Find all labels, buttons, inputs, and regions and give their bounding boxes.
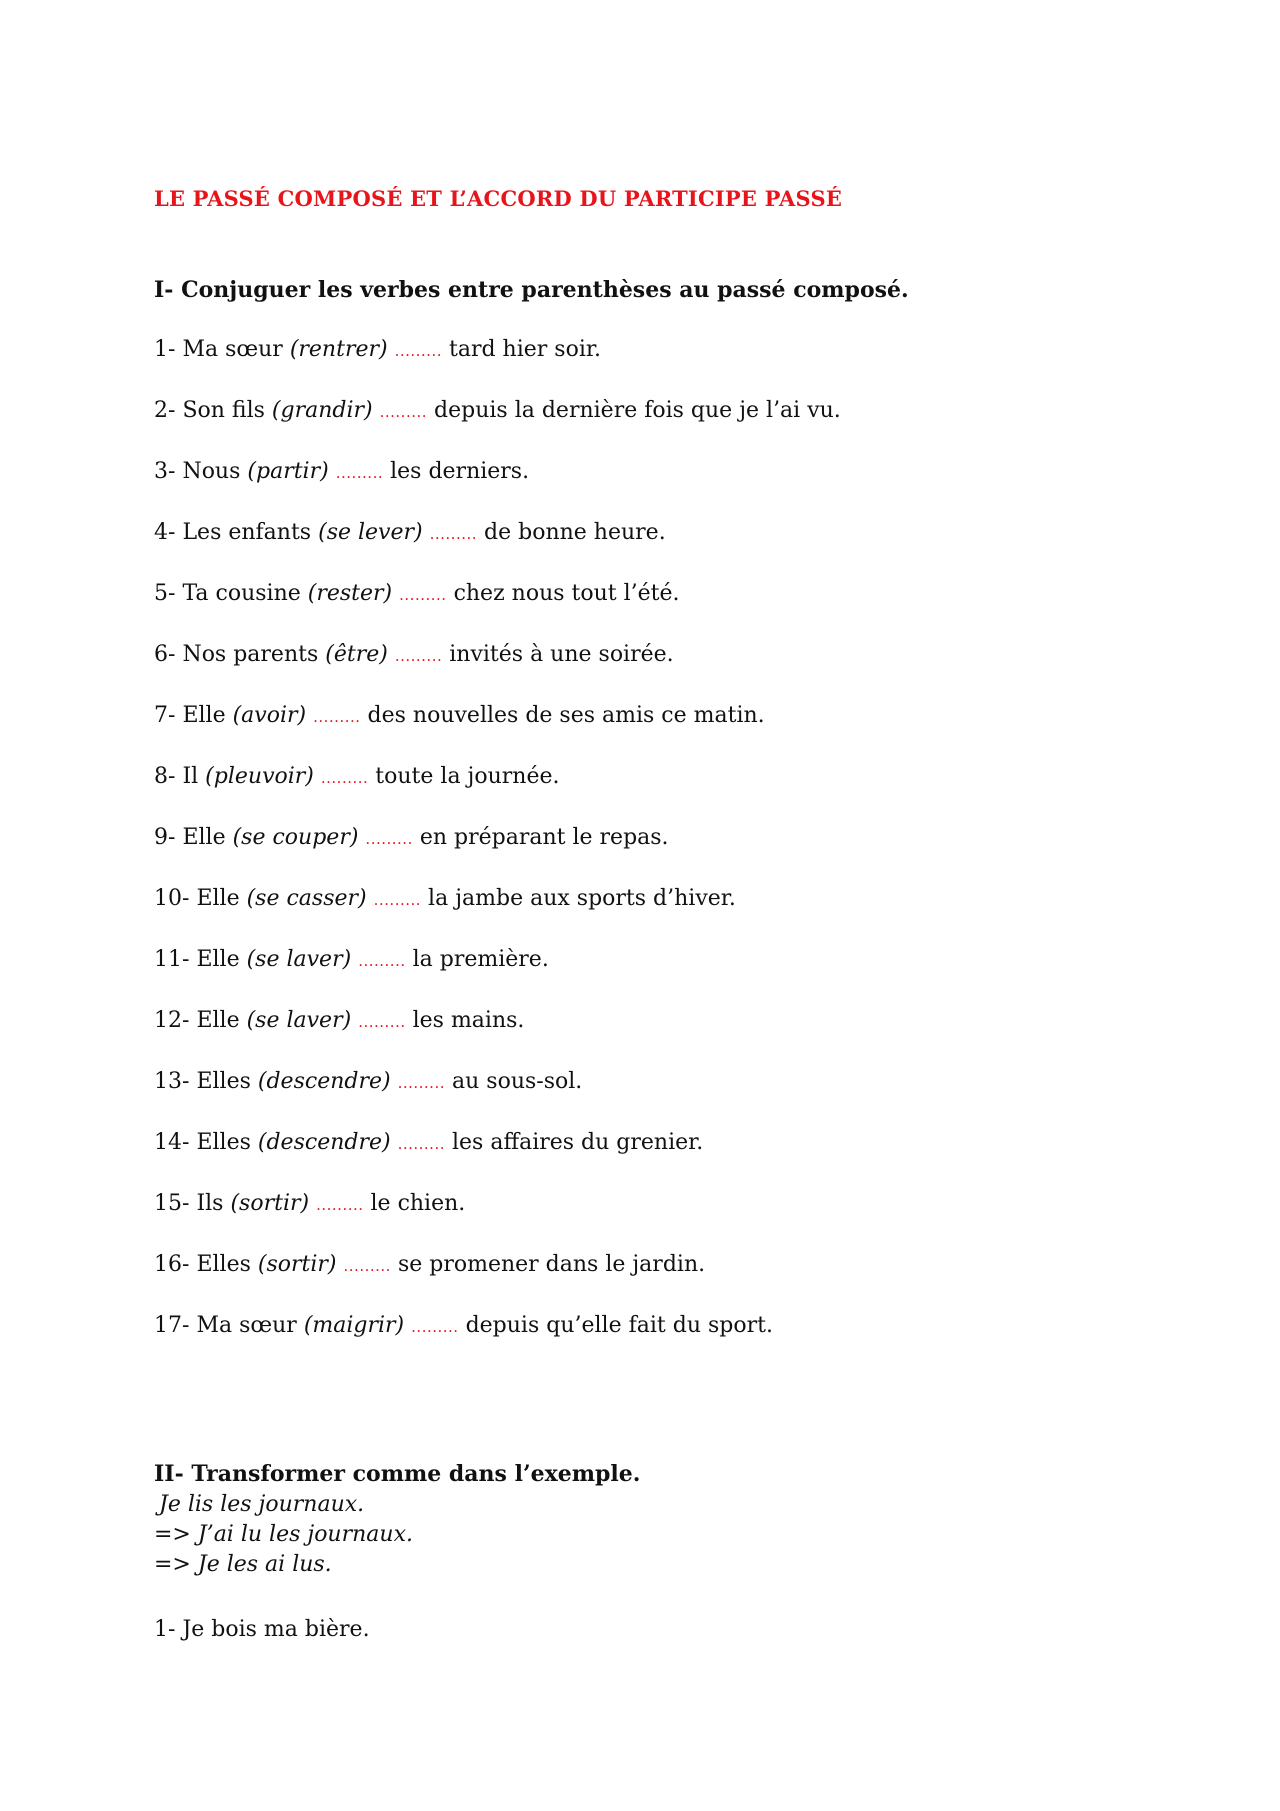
item-rest: depuis qu’elle fait du sport. <box>465 1313 773 1338</box>
item-number: 16- <box>154 1252 190 1277</box>
exercise-item <box>154 763 841 824</box>
item-verb: (se laver) <box>246 947 352 972</box>
item-rest: se promener dans le jardin. <box>397 1252 706 1277</box>
item-verb: (se couper) <box>232 825 359 850</box>
exercise-item <box>154 885 841 946</box>
answer-blank[interactable]: ......... <box>397 1135 445 1153</box>
document-title: LE PASSÉ COMPOSÉ ET L’ACCORD DU PARTICIPE PASSÉ <box>154 186 843 211</box>
item-subject: Les enfants <box>182 520 312 545</box>
item-verb: (avoir) <box>232 703 307 728</box>
item-rest: chez nous tout l’été. <box>453 581 680 606</box>
exercise-item <box>154 580 841 641</box>
item-rest: au sous-sol. <box>452 1069 583 1094</box>
item-subject: Ils <box>196 1191 224 1216</box>
arrow-symbol: => <box>154 1522 191 1547</box>
answer-blank[interactable]: ......... <box>397 1074 445 1092</box>
item-number: 3- <box>154 459 176 484</box>
answer-blank[interactable]: ......... <box>313 708 361 726</box>
answer-blank[interactable]: ......... <box>394 342 442 360</box>
item-number: 11- <box>154 947 190 972</box>
item-rest: depuis la dernière fois que je l’ai vu. <box>434 398 841 423</box>
answer-blank[interactable]: ......... <box>365 830 413 848</box>
item-verb: (rentrer) <box>289 337 388 362</box>
item-number: 9- <box>154 825 176 850</box>
item-rest: toute la journée. <box>375 764 560 789</box>
answer-blank[interactable]: ......... <box>394 647 443 665</box>
arrow-symbol: => <box>154 1552 191 1577</box>
item-number: 2- <box>154 398 176 423</box>
item-subject: Elle <box>196 886 240 911</box>
item-number: 14- <box>154 1130 190 1155</box>
item-rest: invités à une soirée. <box>449 642 674 667</box>
exercise-item <box>154 1068 841 1129</box>
item-verb: (rester) <box>307 581 393 606</box>
item-subject: Elles <box>196 1252 251 1277</box>
item-verb: (grandir) <box>271 398 373 423</box>
item-subject: Elle <box>196 947 240 972</box>
item-rest: de bonne heure. <box>484 520 666 545</box>
item-subject: Elles <box>196 1069 251 1094</box>
exercise-2-list <box>154 1616 370 1677</box>
item-number: 13- <box>154 1069 190 1094</box>
example-step-2 <box>154 1551 413 1581</box>
example-step-1-text: J’ai lu les journaux. <box>197 1522 413 1547</box>
item-rest: la première. <box>412 947 549 972</box>
item-verb: (être) <box>325 642 388 667</box>
exercise-item <box>154 824 841 885</box>
item-number: 4- <box>154 520 176 545</box>
section-1-heading: I- Conjuguer les verbes entre parenthèses au passé composé. <box>154 277 909 303</box>
item-rest: les derniers. <box>390 459 530 484</box>
item-rest: la jambe aux sports d’hiver. <box>428 886 736 911</box>
item-subject: Nos parents <box>182 642 319 667</box>
item-subject: Elle <box>182 703 226 728</box>
item-number: 5- <box>154 581 176 606</box>
item-rest: en préparant le repas. <box>419 825 669 850</box>
item-sentence: Je bois ma bière. <box>182 1617 370 1642</box>
item-number: 17- <box>154 1313 190 1338</box>
answer-blank[interactable]: ......... <box>429 525 478 543</box>
answer-blank[interactable]: ......... <box>316 1196 364 1214</box>
exercise-2-item <box>154 1616 370 1677</box>
item-number: 8- <box>154 764 176 789</box>
item-number: 10- <box>154 886 190 911</box>
item-verb: (se casser) <box>246 886 367 911</box>
example-step-2-text: Je les ai lus. <box>197 1552 332 1577</box>
item-number: 6- <box>154 642 176 667</box>
item-number: 7- <box>154 703 176 728</box>
exercise-item <box>154 519 841 580</box>
example-block <box>154 1491 413 1581</box>
item-subject: Ta cousine <box>182 581 301 606</box>
item-number: 12- <box>154 1008 190 1033</box>
item-subject: Son fils <box>182 398 265 423</box>
example-sentence-text: Je lis les journaux. <box>159 1492 365 1517</box>
answer-blank[interactable]: ......... <box>358 952 406 970</box>
item-verb: (se lever) <box>318 520 423 545</box>
answer-blank[interactable]: ......... <box>343 1257 391 1275</box>
answer-blank[interactable]: ......... <box>320 769 369 787</box>
exercise-item <box>154 336 841 397</box>
example-sentence <box>154 1491 413 1521</box>
exercise-item <box>154 397 841 458</box>
item-subject: Il <box>182 764 199 789</box>
answer-blank[interactable]: ......... <box>373 891 422 909</box>
item-verb: (sortir) <box>230 1191 310 1216</box>
item-rest: les affaires du grenier. <box>452 1130 704 1155</box>
exercise-item <box>154 1129 841 1190</box>
section-2-heading: II- Transformer comme dans l’exemple. <box>154 1461 641 1487</box>
exercise-item <box>154 946 841 1007</box>
exercise-item <box>154 1312 841 1373</box>
item-rest: tard hier soir. <box>449 337 601 362</box>
item-verb: (sortir) <box>257 1252 337 1277</box>
item-subject: Elle <box>182 825 226 850</box>
item-verb: (descendre) <box>257 1069 391 1094</box>
item-rest: des nouvelles de ses amis ce matin. <box>367 703 765 728</box>
item-rest: les mains. <box>412 1008 525 1033</box>
answer-blank[interactable]: ......... <box>379 403 428 421</box>
item-subject: Nous <box>182 459 241 484</box>
exercise-item <box>154 458 841 519</box>
item-verb: (se laver) <box>246 1008 352 1033</box>
answer-blank[interactable]: ......... <box>358 1013 406 1031</box>
exercise-item <box>154 641 841 702</box>
item-number: 1- <box>154 1617 176 1642</box>
answer-blank[interactable]: ......... <box>335 464 384 482</box>
example-step-1 <box>154 1521 413 1551</box>
item-verb: (partir) <box>247 459 329 484</box>
answer-blank[interactable]: ......... <box>399 586 447 604</box>
exercise-1-list <box>154 336 841 1373</box>
exercise-item <box>154 702 841 763</box>
item-subject: Elles <box>196 1130 251 1155</box>
item-verb: (descendre) <box>257 1130 391 1155</box>
exercise-item <box>154 1007 841 1068</box>
item-subject: Ma sœur <box>182 337 283 362</box>
item-verb: (maigrir) <box>303 1313 405 1338</box>
item-subject: Ma sœur <box>196 1313 297 1338</box>
item-rest: le chien. <box>370 1191 466 1216</box>
item-subject: Elle <box>196 1008 240 1033</box>
exercise-item <box>154 1251 841 1312</box>
answer-blank[interactable]: ......... <box>411 1318 459 1336</box>
exercise-item <box>154 1190 841 1251</box>
item-number: 1- <box>154 337 176 362</box>
item-verb: (pleuvoir) <box>205 764 314 789</box>
item-number: 15- <box>154 1191 190 1216</box>
